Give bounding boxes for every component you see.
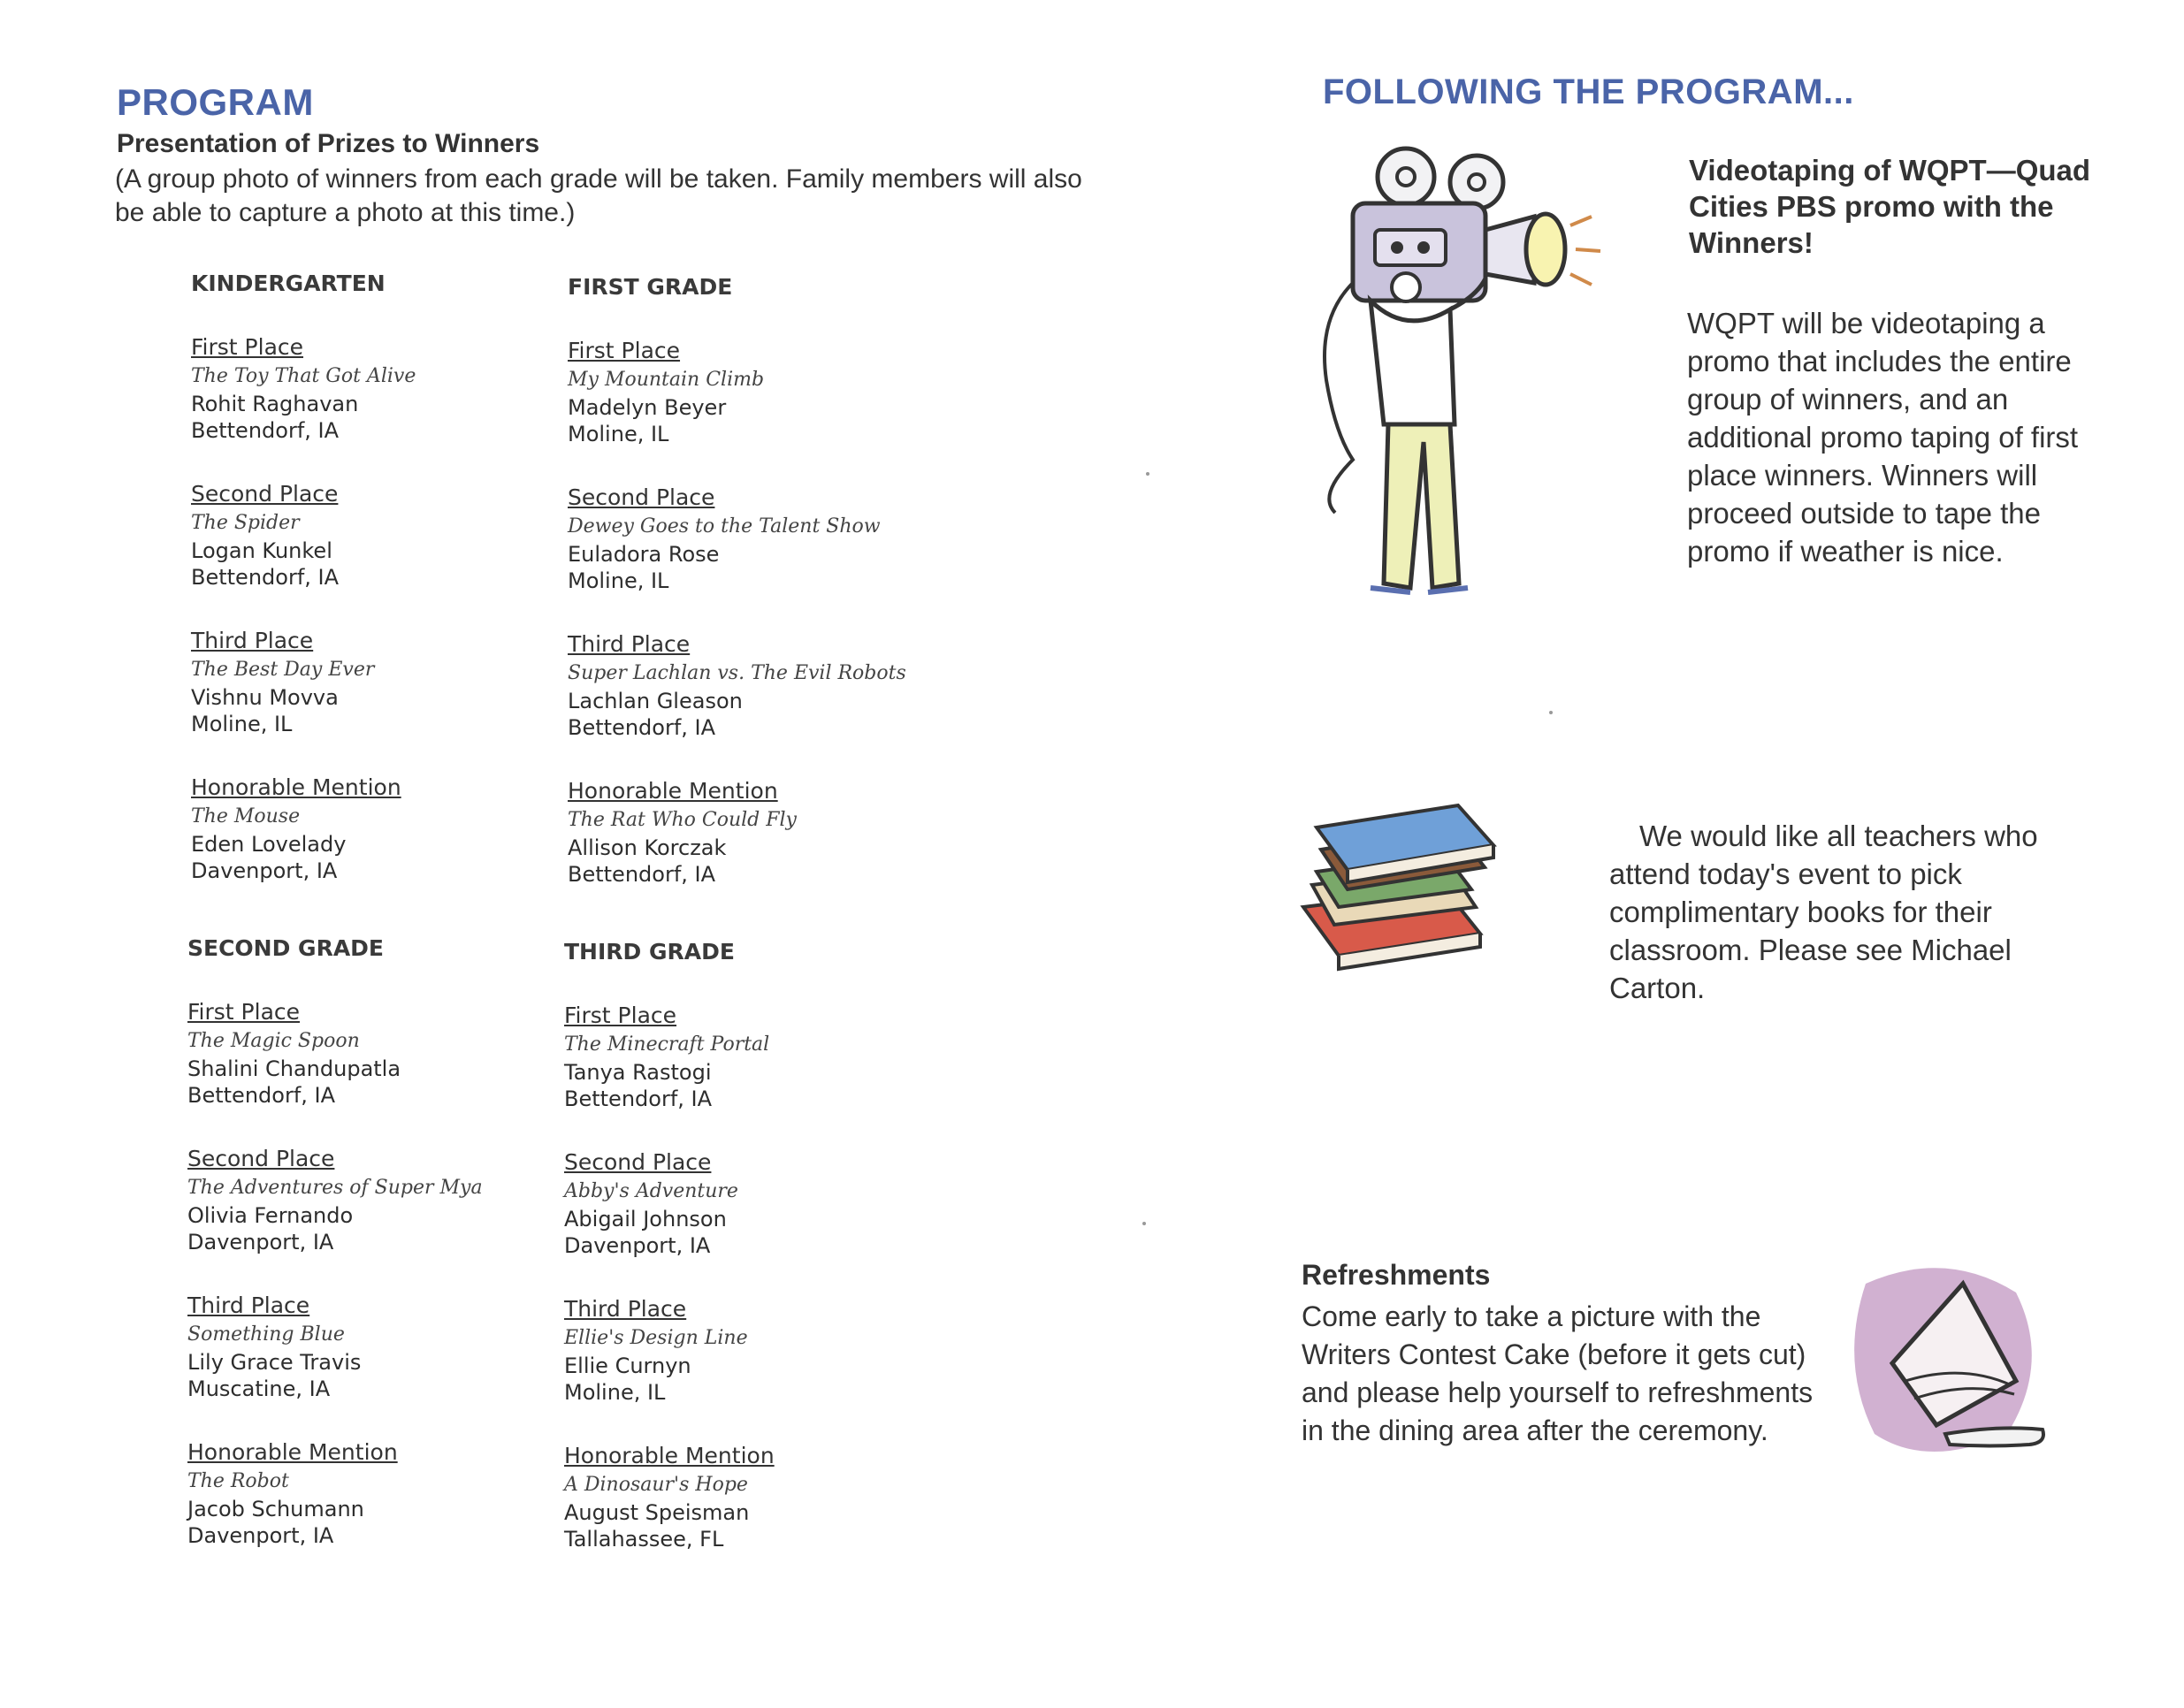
place-label: Honorable Mention (564, 1443, 775, 1468)
winner-name: Tanya Rastogi (564, 1060, 712, 1085)
winner-town: Bettendorf, IA (568, 715, 716, 740)
program-note: (A group photo of winners from each grade will be taken. Family members will also be able to capture a photo at this time.) (115, 164, 1082, 227)
place-label: Second Place (187, 1146, 335, 1171)
videotaping-heading: Videotaping of WQPT—Quad Cities PBS promo with the Winners! (1689, 154, 2091, 259)
winner-name: August Speisman (564, 1500, 750, 1525)
winner-name: Ellie Curnyn (564, 1353, 691, 1378)
winner-entry (568, 483, 939, 629)
winner-name: Euladora Rose (568, 542, 720, 567)
winner-town: Moline, IL (568, 568, 669, 593)
following-title: FOLLOWING THE PROGRAM... (1323, 72, 1854, 111)
videotaping-body: WQPT will be videotaping a promo that includes the entire group of winners, and an additional promo taping of first place winners. Winners will proceed outside to tape the promo if weather is nice. (1687, 307, 2079, 568)
winner-entry (187, 1291, 559, 1437)
winner-town: Moline, IL (191, 712, 293, 736)
story-title: Ellie's Design Line (564, 1327, 748, 1349)
scan-speck (1142, 1222, 1146, 1225)
winner-town: Muscatine, IA (187, 1376, 331, 1401)
story-title: The Adventures of Super Mya (187, 1177, 483, 1199)
winner-name: Logan Kunkel (191, 538, 332, 563)
winner-name: Eden Lovelady (191, 832, 347, 857)
winner-entry (191, 773, 562, 919)
place-label: First Place (191, 334, 304, 360)
winner-entry (564, 1148, 935, 1294)
winner-town: Bettendorf, IA (187, 1083, 336, 1108)
place-label: Honorable Mention (191, 774, 401, 800)
winner-name: Olivia Fernando (187, 1203, 354, 1228)
winner-town: Davenport, IA (187, 1523, 334, 1548)
grade-title: SECOND GRADE (187, 935, 385, 961)
winner-name: Lily Grace Travis (187, 1350, 362, 1375)
story-title: Super Lachlan vs. The Evil Robots (568, 662, 906, 684)
teachers-books-note: We would like all teachers who attend today's event to pick complimentary books for their classroom. Please see Michael Carton. (1609, 820, 2038, 1004)
book-stack-icon (1294, 801, 1507, 978)
story-title: A Dinosaur's Hope (564, 1474, 748, 1496)
story-title: Abby's Adventure (564, 1180, 738, 1202)
winner-town: Davenport, IA (564, 1233, 711, 1258)
winner-town: Davenport, IA (187, 1230, 334, 1254)
place-label: Honorable Mention (568, 778, 778, 804)
story-title: The Best Day Ever (191, 659, 375, 681)
place-label: Second Place (191, 481, 339, 507)
winner-town: Davenport, IA (191, 858, 338, 883)
film-camera-operator-icon (1300, 141, 1653, 619)
winner-name: Abigail Johnson (564, 1207, 727, 1231)
winner-town: Tallahassee, FL (564, 1527, 724, 1552)
winner-town: Bettendorf, IA (564, 1087, 713, 1111)
winner-name: Madelyn Beyer (568, 395, 727, 420)
story-title: The Rat Who Could Fly (568, 809, 797, 831)
place-label: Honorable Mention (187, 1439, 398, 1465)
grade-title: KINDERGARTEN (191, 271, 386, 296)
winner-town: Moline, IL (564, 1380, 666, 1405)
winner-town: Bettendorf, IA (191, 565, 340, 590)
place-label: First Place (568, 338, 681, 363)
winner-entry (191, 332, 562, 479)
program-subtitle: Presentation of Prizes to Winners (117, 129, 540, 158)
place-label: Second Place (564, 1149, 712, 1175)
winner-entry (564, 1001, 935, 1148)
place-label: Third Place (568, 631, 691, 657)
winner-name: Rohit Raghavan (191, 392, 359, 416)
story-title: The Magic Spoon (187, 1030, 360, 1052)
winner-entry (191, 479, 562, 626)
grade-title: FIRST GRADE (568, 274, 733, 300)
winner-entry (568, 629, 939, 776)
program-title: PROGRAM (117, 81, 314, 123)
refreshments-heading: Refreshments (1302, 1259, 1491, 1291)
grade-first (568, 274, 939, 923)
story-title: Something Blue (187, 1323, 345, 1346)
winner-town: Moline, IL (568, 422, 669, 446)
winner-town: Bettendorf, IA (191, 418, 340, 443)
story-title: The Mouse (191, 805, 301, 827)
grade-title: THIRD GRADE (564, 939, 735, 965)
grade-kindergarten (191, 271, 562, 919)
winner-name: Lachlan Gleason (568, 689, 743, 713)
scan-speck (1146, 472, 1149, 476)
winner-entry (187, 1437, 559, 1584)
story-title: The Spider (191, 512, 300, 534)
grade-second (187, 935, 559, 1584)
winner-entry (568, 336, 939, 483)
winner-name: Vishnu Movva (191, 685, 339, 710)
winner-entry (187, 997, 559, 1144)
story-title: The Minecraft Portal (564, 1033, 770, 1056)
place-label: First Place (564, 1003, 677, 1028)
winner-entry (564, 1441, 935, 1588)
grade-third (564, 939, 935, 1588)
story-title: Dewey Goes to the Talent Show (568, 515, 881, 538)
winner-entry (568, 776, 939, 923)
story-title: The Robot (187, 1470, 289, 1492)
winner-name: Allison Korczak (568, 835, 727, 860)
cake-slice-icon (1839, 1257, 2051, 1469)
story-title: The Toy That Got Alive (191, 365, 416, 387)
winner-name: Shalini Chandupatla (187, 1056, 401, 1081)
place-label: Third Place (191, 628, 314, 653)
winner-entry (187, 1144, 559, 1291)
story-title: My Mountain Climb (568, 369, 765, 391)
winner-town: Bettendorf, IA (568, 862, 716, 887)
place-label: First Place (187, 999, 301, 1025)
refreshments-body: Come early to take a picture with the Writers Contest Cake (before it gets cut) and please help yourself to refreshments in the dining area after the ceremony. (1302, 1300, 1814, 1446)
scan-speck (1549, 711, 1553, 714)
winner-name: Jacob Schumann (187, 1497, 364, 1521)
winner-entry (191, 626, 562, 773)
place-label: Third Place (564, 1296, 687, 1322)
place-label: Third Place (187, 1292, 310, 1318)
winner-entry (564, 1294, 935, 1441)
place-label: Second Place (568, 484, 715, 510)
